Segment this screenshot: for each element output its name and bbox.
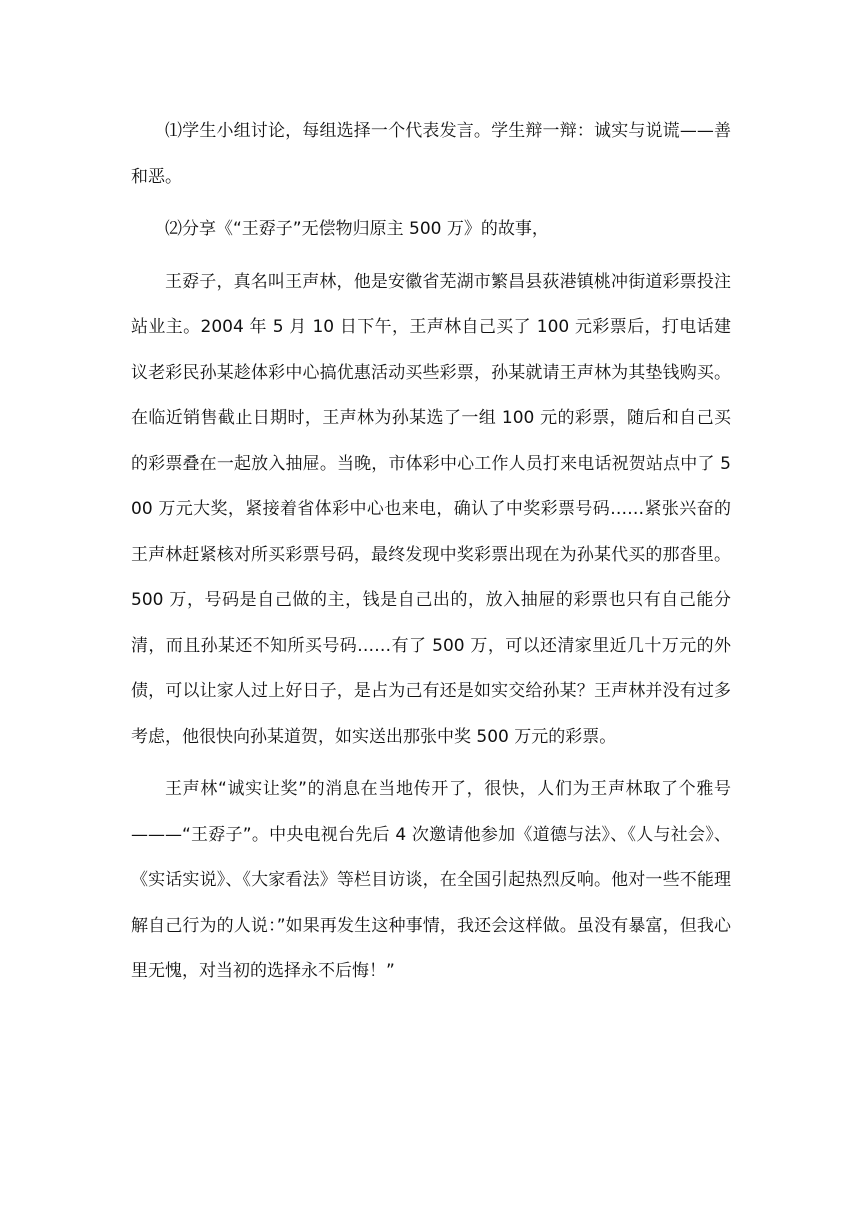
- paragraph-story-ending: 王声林“诚实让奖”的消息在当地传开了，很快，人们为王声林取了个雅号———“王孬子”。中央电视台先后 4 次邀请他参加《道德与法》、《人与社会》、《实话实说》、《大家看法》等栏目访谈，在全国引起热烈反响。他对一些不能理解自己行为的人说：”如果再发生这种事情，我还会这样做。虽没有暴富，但我心里无愧，对当初的选择永不后悔！”: [131, 779, 731, 981]
- paragraph-story-body: 王孬子，真名叫王声林，他是安徽省芜湖市繁昌县荻港镇桃冲街道彩票投注站业主。2004 年 5 月 10 日下午，王声林自己买了 100 元彩票后，打电话建议老彩民孙某趁体彩中心搞优惠活动买些彩票，孙某就请王声林为其垫钱购买。在临近销售截止日期时，王声林为孙某选了一组 100 元的彩票，随后和自己买的彩票叠在一起放入抽屉。当晚，市体彩中心工作人员打来电话祝贺站点中了 500 万元大奖，紧接着省体彩中心也来电，确认了中奖彩票号码……紧张兴奋的王声林赶紧核对所买彩票号码，最终发现中奖彩票出现在为孙某代买的那沓里。500 万，号码是自己做的主，钱是自己出的，放入抽屉的彩票也只有自己能分清，而且孙某还不知所买号码……有了 500 万，可以还清家里近几十万元的外债，可以让家人过上好日子，是占为己有还是如实交给孙某？王声林并没有过多考虑，他很快向孙某道贺，如实送出那张中奖 500 万元的彩票。: [131, 271, 731, 747]
- paragraph-gap: [131, 760, 731, 767]
- paragraph-gap: [131, 253, 731, 260]
- paragraph-gap: [131, 200, 731, 207]
- paragraph-story-title: ⑵分享《“王孬子”无偿物归原主 500 万》的故事，: [165, 219, 549, 239]
- document-body: [131, 109, 731, 995]
- paragraph-discussion: ⑴学生小组讨论，每组选择一个代表发言。学生辩一辩：诚实与说谎——善和恶。: [131, 121, 731, 187]
